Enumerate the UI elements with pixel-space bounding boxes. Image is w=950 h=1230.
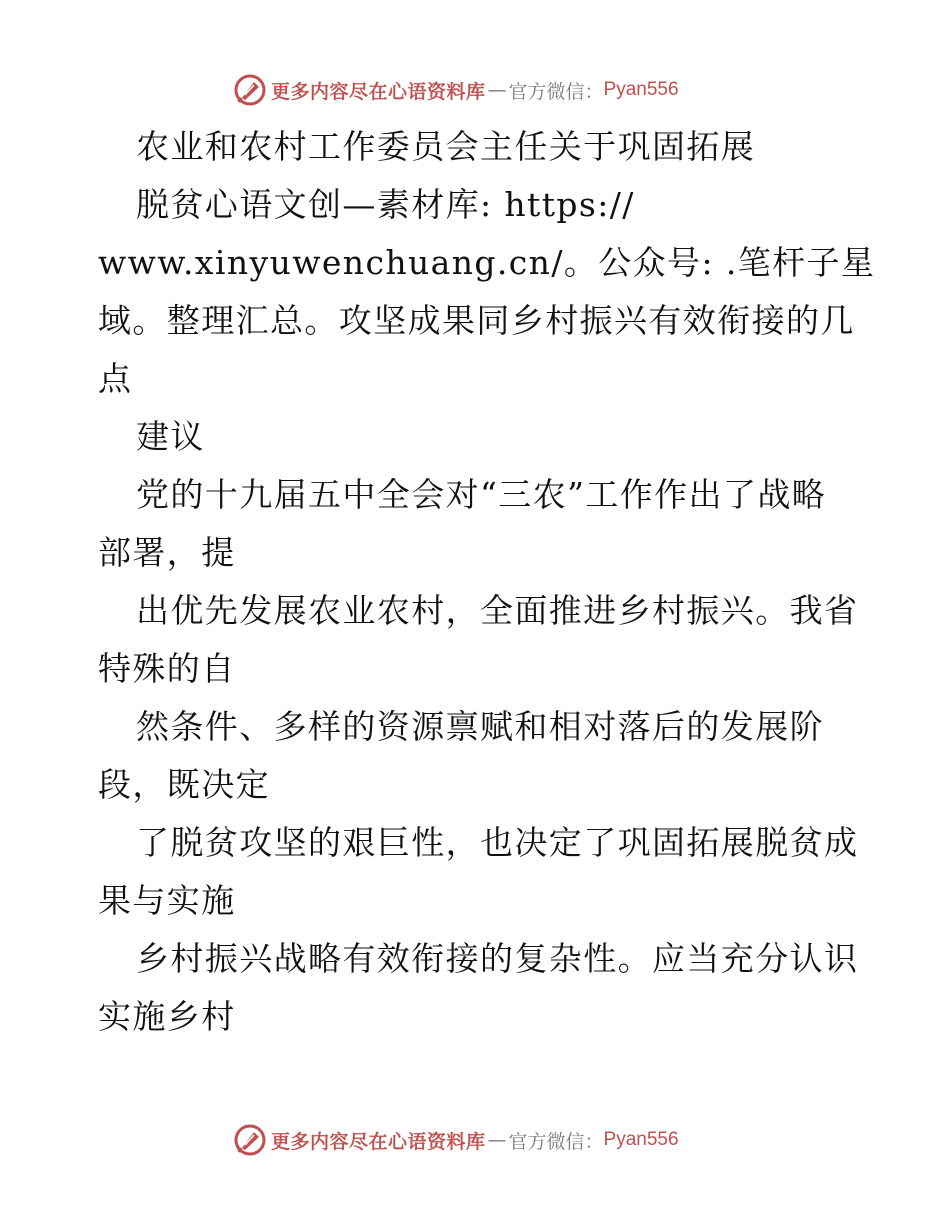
watermark-official-label: 官方微信： — [508, 1130, 604, 1153]
watermark-wechat-id: Pyan556 — [603, 79, 679, 100]
text-line: 点 — [98, 359, 133, 398]
text-line: 部署，提 — [98, 533, 236, 572]
text-line: 特殊的自 — [98, 649, 236, 688]
text-line: 农业和农村工作委员会主任关于巩固拓展 — [136, 127, 756, 166]
text-line: 乡村振兴战略有效衔接的复杂性。应当充分认识 — [136, 939, 859, 978]
text-line: 域。整理汇总。攻坚成果同乡村振兴有效衔接的几 — [98, 301, 855, 340]
header-watermark — [233, 73, 679, 107]
watermark-wechat-id: Pyan556 — [603, 1129, 679, 1150]
pen-nib-icon — [233, 73, 267, 107]
text-line: 脱贫心语文创—素材库: https:// — [136, 185, 635, 224]
watermark-separator: — — [487, 1129, 507, 1151]
watermark-site-text: 更多内容尽在心语资料库 — [271, 1130, 486, 1153]
footer-watermark — [233, 1123, 679, 1157]
text-line: 段，既决定 — [98, 765, 270, 804]
watermark-separator: — — [487, 79, 507, 101]
text-line: 了脱贫攻坚的艰巨性，也决定了巩固拓展脱贫成 — [136, 823, 859, 862]
watermark-official-label: 官方微信： — [508, 80, 604, 103]
text-line: 党的十九届五中全会对“三农”工作作出了战略 — [136, 475, 827, 514]
text-line: 然条件、多样的资源禀赋和相对落后的发展阶 — [136, 707, 824, 746]
text-line: 建议 — [136, 417, 205, 456]
text-line: www.xinyuwenchuang.cn/。公众号: .笔杆子星 — [98, 243, 876, 282]
watermark-site-text: 更多内容尽在心语资料库 — [271, 80, 486, 103]
text-line: 实施乡村 — [98, 997, 236, 1036]
text-line: 出优先发展农业农村，全面推进乡村振兴。我省 — [136, 591, 859, 630]
pen-nib-icon — [233, 1123, 267, 1157]
document-body — [98, 118, 876, 1046]
text-line: 果与实施 — [98, 881, 236, 920]
